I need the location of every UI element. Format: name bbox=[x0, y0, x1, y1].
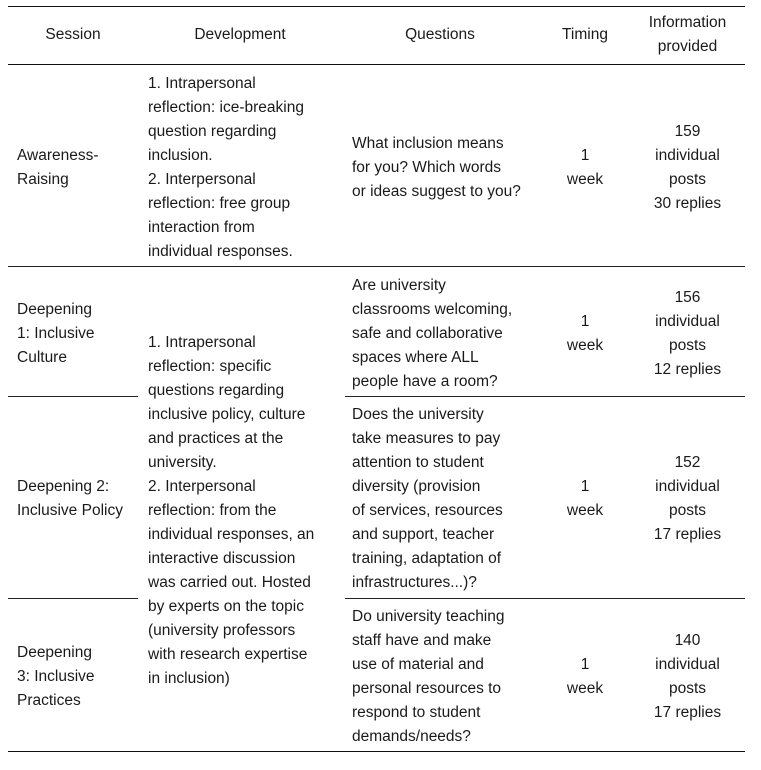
row4-session: Deepening 3: Inclusive Practices bbox=[17, 644, 95, 709]
row-divider-2b bbox=[345, 396, 745, 397]
row2-session: Deepening 1: Inclusive Culture bbox=[17, 301, 95, 366]
row3-information: 152 individual posts 17 replies bbox=[653, 454, 722, 543]
bottom-rule bbox=[8, 751, 745, 752]
header-timing: Timing bbox=[562, 26, 608, 43]
row2-timing: 1 week bbox=[566, 313, 604, 354]
row4-timing: 1 week bbox=[566, 656, 604, 697]
row3-timing: 1 week bbox=[566, 478, 604, 519]
row-divider-1 bbox=[8, 266, 745, 267]
row2-questions: Are university classrooms welcoming, safe and collaborative spaces where ALL people have a room? bbox=[352, 277, 513, 390]
header-questions: Questions bbox=[405, 26, 475, 43]
row4-questions: Do university teaching staff have and make use of material and personal resources to respond to student demands/needs? bbox=[352, 608, 505, 745]
row1-session: Awareness- Raising bbox=[17, 147, 99, 188]
header-information-provided: Information provided bbox=[648, 14, 727, 55]
shared-development: 1. Intrapersonal reflection: specific questions regarding inclusive policy, culture and practices at the university. 2. Interpersonal reflection: from the individual responses, an interactive discussion was carried out. Hosted by experts on the topic (university professors with research expertise in inclusion) bbox=[148, 334, 315, 687]
row-divider-3b bbox=[345, 598, 745, 599]
row-divider-3a bbox=[8, 598, 138, 599]
row2-information: 156 individual posts 12 replies bbox=[653, 289, 722, 378]
row1-information: 159 individual posts 30 replies bbox=[653, 123, 722, 212]
header-development: Development bbox=[194, 26, 286, 43]
header-rule bbox=[8, 64, 745, 65]
row1-development: 1. Intrapersonal reflection: ice-breaking question regarding inclusion. 2. Interpersonal reflection: free group interaction from individual responses. bbox=[148, 75, 304, 260]
row1-questions: What inclusion means for you? Which words or ideas suggest to you? bbox=[352, 135, 521, 200]
row1-timing: 1 week bbox=[566, 147, 604, 188]
row3-session: Deepening 2: Inclusive Policy bbox=[17, 478, 123, 519]
row-divider-2a bbox=[8, 396, 138, 397]
row4-information: 140 individual posts 17 replies bbox=[653, 632, 722, 721]
row3-questions: Does the university take measures to pay attention to student diversity (provision of services, resources and support, teacher training, adaptation of infrastructures...)? bbox=[352, 406, 503, 591]
header-session: Session bbox=[45, 26, 101, 43]
